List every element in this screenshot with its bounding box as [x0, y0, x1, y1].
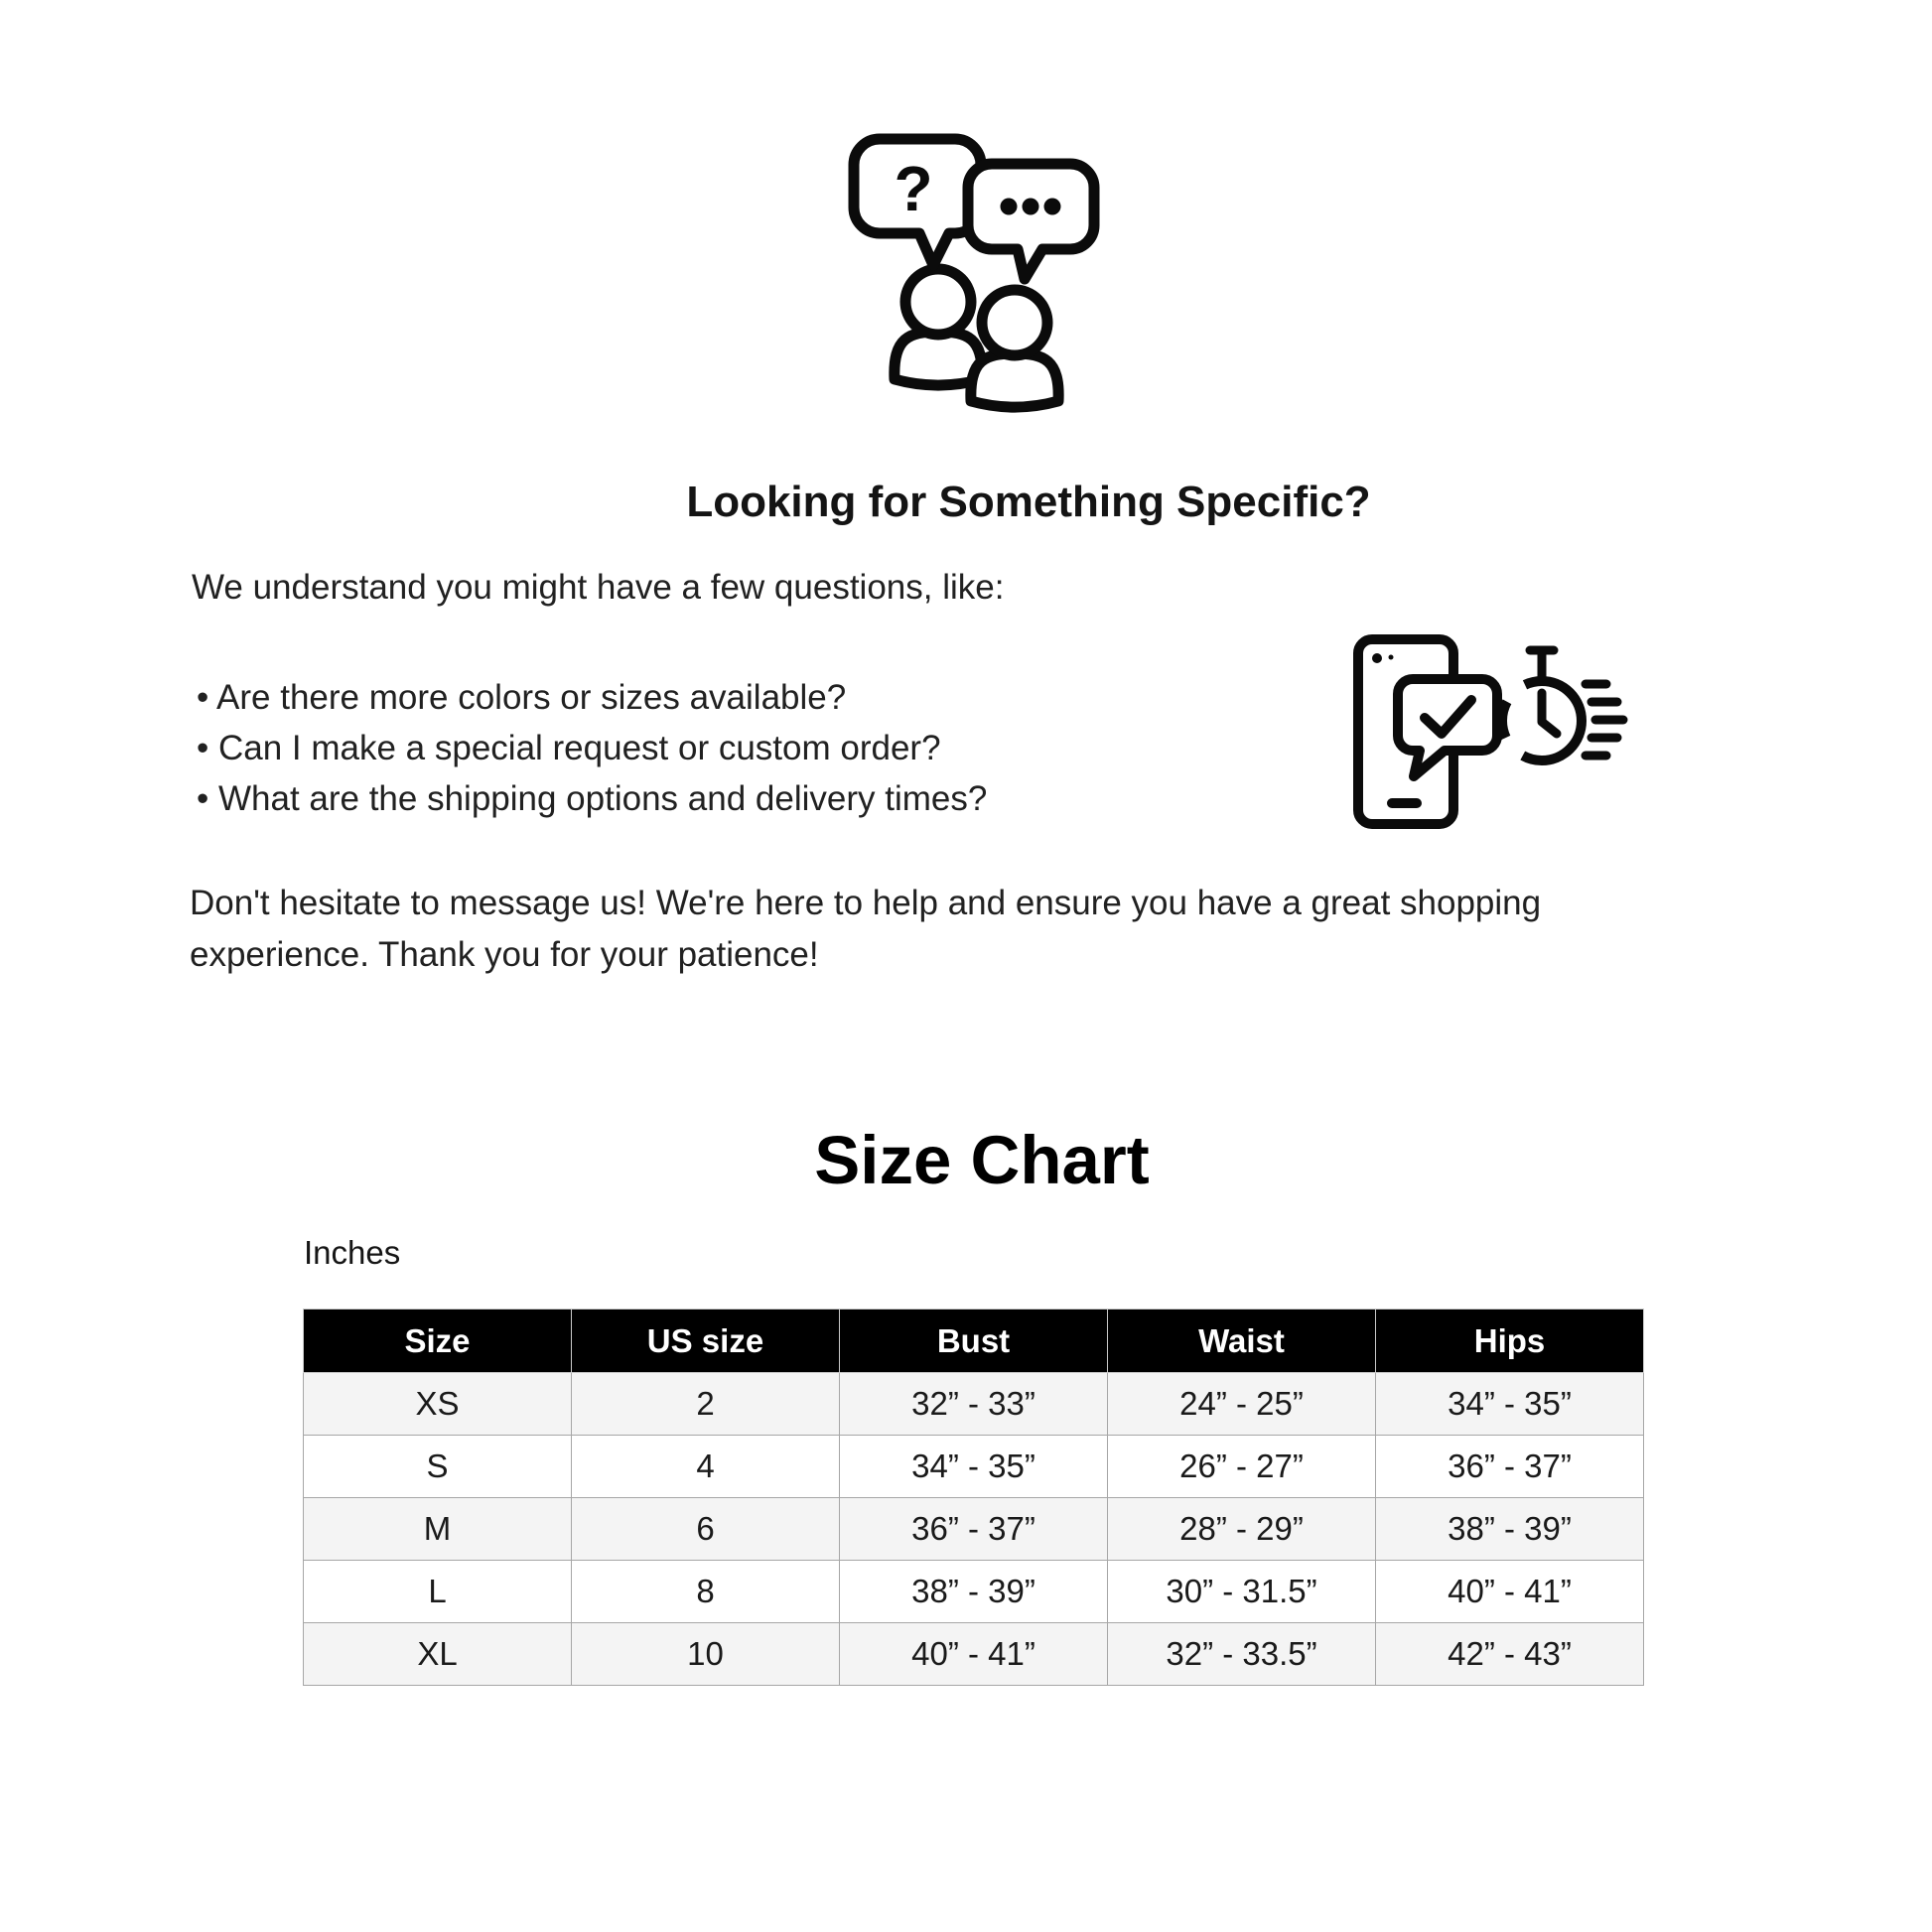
table-row: [304, 1373, 1644, 1436]
question-item: • Can I make a special request or custom order?: [197, 729, 941, 767]
cell-hips: 36” - 37”: [1376, 1436, 1644, 1498]
closing-text: [190, 878, 1541, 981]
cell-waist: 26” - 27”: [1108, 1436, 1376, 1498]
cell-bust: 40” - 41”: [840, 1623, 1108, 1686]
cell-bust: 38” - 39”: [840, 1561, 1108, 1623]
table-header-row: [304, 1310, 1644, 1373]
cell-hips: 42” - 43”: [1376, 1623, 1644, 1686]
question-list: [197, 672, 987, 824]
cell-us: 4: [572, 1436, 840, 1498]
table-row: [304, 1561, 1644, 1623]
cell-us: 6: [572, 1498, 840, 1561]
speech-bubble-typing: [968, 164, 1094, 279]
column-header-waist: Waist: [1108, 1310, 1376, 1373]
column-header-hips: Hips: [1376, 1310, 1644, 1373]
cell-size: L: [304, 1561, 572, 1623]
cell-size: S: [304, 1436, 572, 1498]
cell-us: 10: [572, 1623, 840, 1686]
column-header-size: Size: [304, 1310, 572, 1373]
intro-text: We understand you might have a few questions, like:: [192, 568, 1005, 607]
stopwatch-icon: [1502, 650, 1623, 760]
size-chart-title: Size Chart: [814, 1122, 1150, 1198]
cell-size: XS: [304, 1373, 572, 1436]
table-row: [304, 1498, 1644, 1561]
question-mark-glyph: ?: [894, 153, 933, 224]
unit-label: Inches: [304, 1234, 401, 1271]
closing-line: experience. Thank you for your patience!: [190, 935, 819, 974]
page-title: Looking for Something Specific?: [686, 478, 1371, 526]
column-header-bust: Bust: [840, 1310, 1108, 1373]
cell-hips: 34” - 35”: [1376, 1373, 1644, 1436]
cell-size: M: [304, 1498, 572, 1561]
table-row: [304, 1436, 1644, 1498]
cell-us: 2: [572, 1373, 840, 1436]
closing-line: Don't hesitate to message us! We're here to help and ensure you have a great shopping: [190, 884, 1542, 922]
column-header-us-size: US size: [572, 1310, 840, 1373]
question-item: • Are there more colors or sizes available?: [197, 678, 847, 717]
person-figure: [895, 269, 982, 385]
cell-hips: 40” - 41”: [1376, 1561, 1644, 1623]
phone-message-timer-icon: [1330, 614, 1668, 842]
size-chart-table: [303, 1309, 1644, 1686]
cell-us: 8: [572, 1561, 840, 1623]
cell-waist: 28” - 29”: [1108, 1498, 1376, 1561]
speed-lines-icon: [1586, 684, 1623, 756]
question-item: • What are the shipping options and delivery times?: [197, 779, 988, 818]
chat-question-icon: [844, 127, 1102, 425]
cell-bust: 36” - 37”: [840, 1498, 1108, 1561]
cell-size: XL: [304, 1623, 572, 1686]
cell-waist: 24” - 25”: [1108, 1373, 1376, 1436]
cell-waist: 30” - 31.5”: [1108, 1561, 1376, 1623]
speech-bubble-question: [854, 139, 981, 265]
typing-dots: [1001, 199, 1061, 215]
cell-waist: 32” - 33.5”: [1108, 1623, 1376, 1686]
cell-bust: 32” - 33”: [840, 1373, 1108, 1436]
table-row: [304, 1623, 1644, 1686]
cell-hips: 38” - 39”: [1376, 1498, 1644, 1561]
person-figure: [971, 290, 1058, 407]
cell-bust: 34” - 35”: [840, 1436, 1108, 1498]
